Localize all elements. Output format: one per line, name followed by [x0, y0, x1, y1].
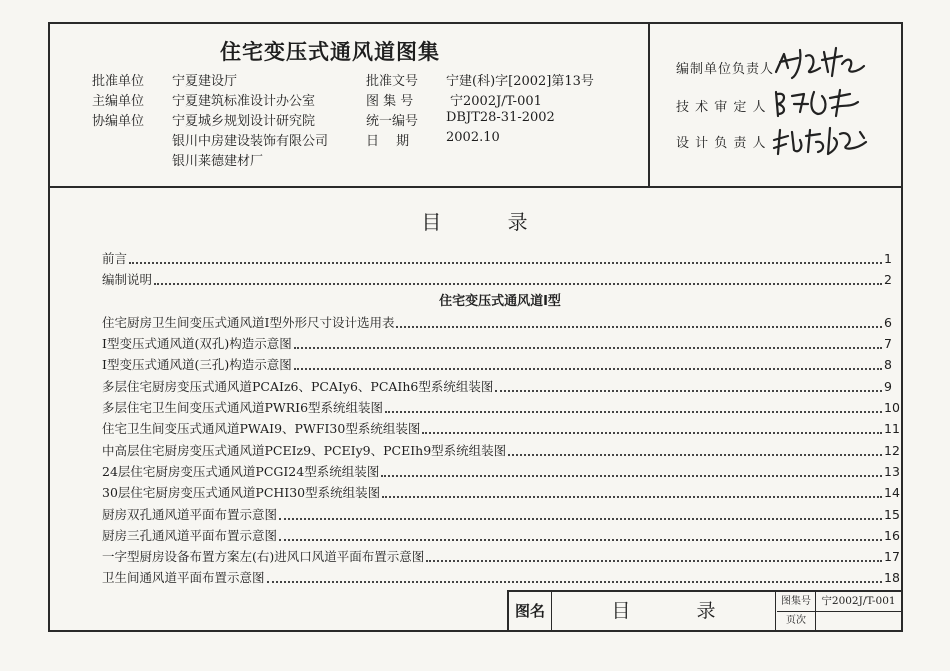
- toc-entry-text: 24层住宅厨房变压式通风道PCGI24型系统组装图: [102, 463, 380, 479]
- design-head-signature: [770, 120, 890, 160]
- toc-entry: [102, 269, 898, 290]
- approve-unit: 宁夏建设厅: [172, 74, 238, 89]
- toc-entry: [102, 461, 898, 482]
- toc-entry: [102, 546, 898, 567]
- unified-no: DBJT28-31-2002: [446, 110, 555, 125]
- toc-entry-text: 多层住宅厨房变压式通风道PCAIz6、PCAIy6、PCAIh6型系统组装图: [102, 378, 494, 394]
- toc-entry-text: 一字型厨房设备布置方案左(右)进风口风道平面布置示意图: [102, 549, 425, 565]
- co-unit-3: 银川莱德建材厂: [172, 154, 264, 169]
- toc-page-number: 14: [884, 485, 900, 501]
- tech-review-label: 技 术 审 定 人: [676, 100, 767, 115]
- toc-page-number: 15: [884, 506, 900, 522]
- co-unit-1: 宁夏城乡规划设计研究院: [172, 114, 316, 129]
- toc-entry: [102, 312, 898, 333]
- toc-entry-text: I型变压式通风道(双孔)构造示意图: [102, 336, 292, 352]
- page-key: 页次: [777, 612, 816, 630]
- design-head-label: 设 计 负 责 人: [676, 136, 767, 151]
- toc-leader-dots: [267, 570, 882, 583]
- toc-entry-text: 厨房双孔通风道平面布置示意图: [102, 506, 278, 522]
- title-block: [507, 590, 901, 630]
- toc-leader-dots: [381, 464, 882, 477]
- toc-entry: [102, 248, 898, 269]
- toc-page-number: 8: [884, 357, 892, 373]
- atlas-no-key: 图集号: [777, 592, 816, 612]
- header-divider: [648, 24, 650, 186]
- drawing-name: 目 录: [552, 592, 776, 630]
- toc-entry: [102, 504, 898, 525]
- toc-leader-dots: [154, 272, 882, 285]
- toc-page-number: 18: [884, 570, 900, 586]
- toc-leader-dots: [396, 315, 882, 328]
- toc-page-number: 2: [884, 272, 892, 288]
- toc-section-heading: [102, 291, 898, 312]
- toc-entry-text: 住宅变压式通风道I型: [439, 293, 561, 309]
- toc-leader-dots: [426, 549, 882, 562]
- toc-leader-dots: [508, 443, 882, 456]
- toc-page-number: 1: [884, 251, 892, 266]
- unit-head-signature: [770, 42, 890, 82]
- tech-review-signature: [770, 82, 890, 122]
- toc-entry-text: 多层住宅卫生间变压式通风道PWRI6型系统组装图: [102, 400, 384, 416]
- date: 2002.10: [446, 130, 500, 145]
- toc-page-number: 6: [884, 314, 892, 330]
- toc-entry-text: 厨房三孔通风道平面布置示意图: [102, 527, 278, 543]
- editor-unit: 宁夏建筑标准设计办公室: [172, 94, 316, 109]
- toc-page-number: 7: [884, 336, 892, 352]
- page-value: [816, 612, 901, 630]
- toc-entry: [102, 354, 898, 375]
- toc-leader-dots: [279, 528, 882, 541]
- approve-unit-label: 批准单位: [92, 74, 145, 89]
- toc-leader-dots: [294, 357, 882, 370]
- toc-leader-dots: [385, 400, 882, 413]
- toc-entry-text: 卫生间通风道平面布置示意图: [102, 570, 265, 586]
- editor-unit-label: 主编单位: [92, 94, 145, 109]
- toc-entry: [102, 567, 898, 588]
- atlas-no-value: 宁2002J/T-001: [816, 592, 901, 612]
- toc-page-number: 12: [884, 442, 900, 458]
- toc-entry-text: 中高层住宅厨房变压式通风道PCEIz9、PCEIy9、PCEIh9型系统组装图: [102, 442, 507, 458]
- toc-leader-dots: [279, 507, 882, 520]
- drawing-name-label: 图名: [509, 592, 552, 630]
- toc-page-number: 10: [884, 400, 900, 416]
- atlas-title: 住宅变压式通风道图集: [220, 40, 440, 64]
- toc-entry: [102, 440, 898, 461]
- unified-no-label: 统一编号: [366, 114, 419, 129]
- co-unit-2: 银川中房建设装饰有限公司: [172, 134, 329, 149]
- co-units-label: 协编单位: [92, 114, 145, 129]
- toc-leader-dots: [382, 485, 882, 498]
- toc-leader-dots: [294, 336, 882, 349]
- toc-entry-text: 前言: [102, 251, 128, 266]
- toc-entry-text: 住宅卫生间变压式通风道PWAI9、PWFI30型系统组装图: [102, 421, 421, 437]
- atlas-no: 宁2002J/T-001: [450, 94, 542, 109]
- approve-doc: 宁建(科)字[2002]第13号: [446, 74, 594, 89]
- toc-entry: [102, 482, 898, 503]
- toc-leader-dots: [129, 251, 882, 264]
- atlas-no-label: 图 集 号: [366, 94, 414, 109]
- toc-leader-dots: [422, 421, 882, 434]
- drawing-sheet: [48, 22, 903, 632]
- toc-leader-dots: [495, 379, 882, 392]
- toc-entry: [102, 418, 898, 439]
- toc-entry: [102, 333, 898, 354]
- toc-page-number: 11: [884, 421, 900, 437]
- unit-head-label: 编制单位负责人: [676, 62, 775, 77]
- toc-entry: [102, 525, 898, 546]
- approve-doc-label: 批准文号: [366, 74, 419, 89]
- toc-entry-text: 住宅厨房卫生间变压式通风道I型外形尺寸设计选用表: [102, 314, 395, 330]
- date-label: 日 期: [366, 134, 410, 149]
- toc-page-number: 16: [884, 527, 900, 543]
- header-block: [50, 24, 901, 188]
- toc-entry: [102, 376, 898, 397]
- toc-entry-text: 30层住宅厨房变压式通风道PCHI30型系统组装图: [102, 485, 381, 501]
- toc-page-number: 9: [884, 378, 892, 394]
- toc-entry-text: I型变压式通风道(三孔)构造示意图: [102, 357, 292, 373]
- toc-entry-text: 编制说明: [102, 272, 153, 288]
- toc-title: 目 录: [421, 210, 558, 234]
- toc-entry: [102, 397, 898, 418]
- toc-page-number: 13: [884, 463, 900, 479]
- toc-page-number: 17: [884, 549, 900, 565]
- table-of-contents: [102, 248, 898, 589]
